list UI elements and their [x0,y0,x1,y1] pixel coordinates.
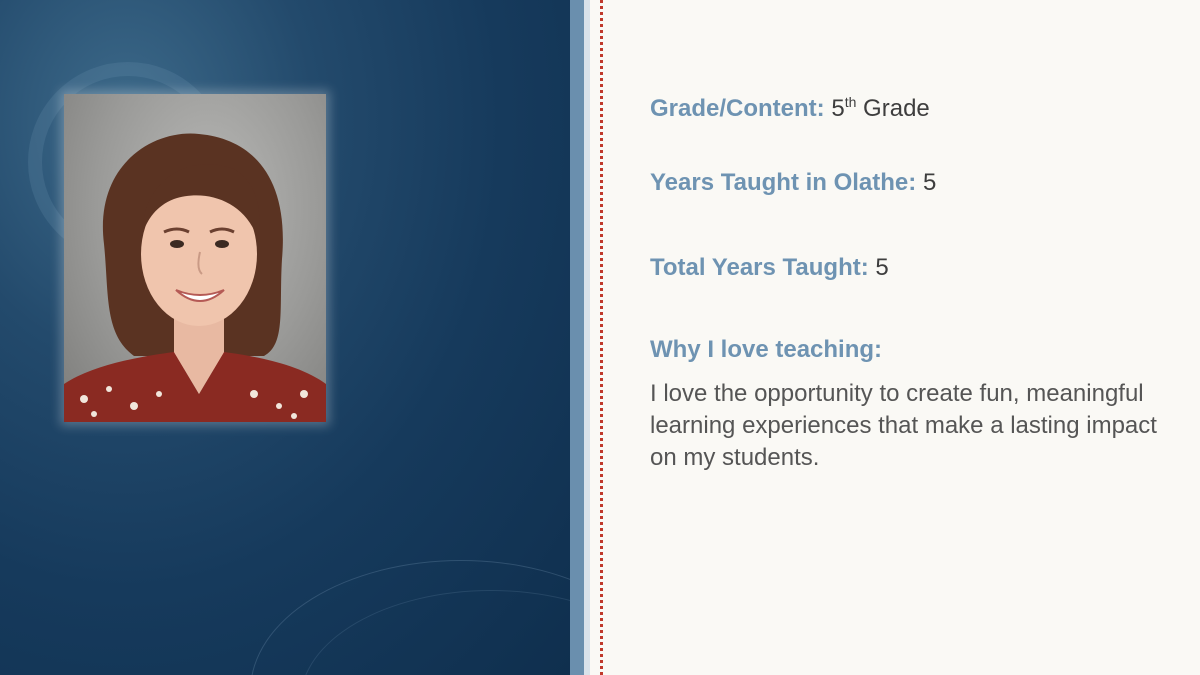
total-years-field [650,254,889,282]
years-olathe-field [650,169,936,197]
panel-edge-highlight [584,0,590,675]
total-years-value: 5 [875,254,889,281]
total-years-label: Total Years Taught: [650,254,869,281]
grade-content-value: 5th Grade [831,94,930,122]
left-panel [0,0,570,675]
grade-content-field [650,94,930,123]
panel-edge-strip [570,0,584,675]
years-olathe-label: Years Taught in Olathe: [650,169,917,196]
grade-content-label: Grade/Content: [650,95,825,122]
why-love-teaching-label: Why I love teaching: [650,336,883,363]
years-olathe-value: 5 [922,169,937,196]
why-love-teaching-text: I love the opportunity to create fun, meaningful learning experiences that make a lasting impact on my students. [650,380,1157,471]
nominee-photo [64,94,326,422]
dotted-divider [600,0,603,675]
portrait-illustration [64,94,326,422]
